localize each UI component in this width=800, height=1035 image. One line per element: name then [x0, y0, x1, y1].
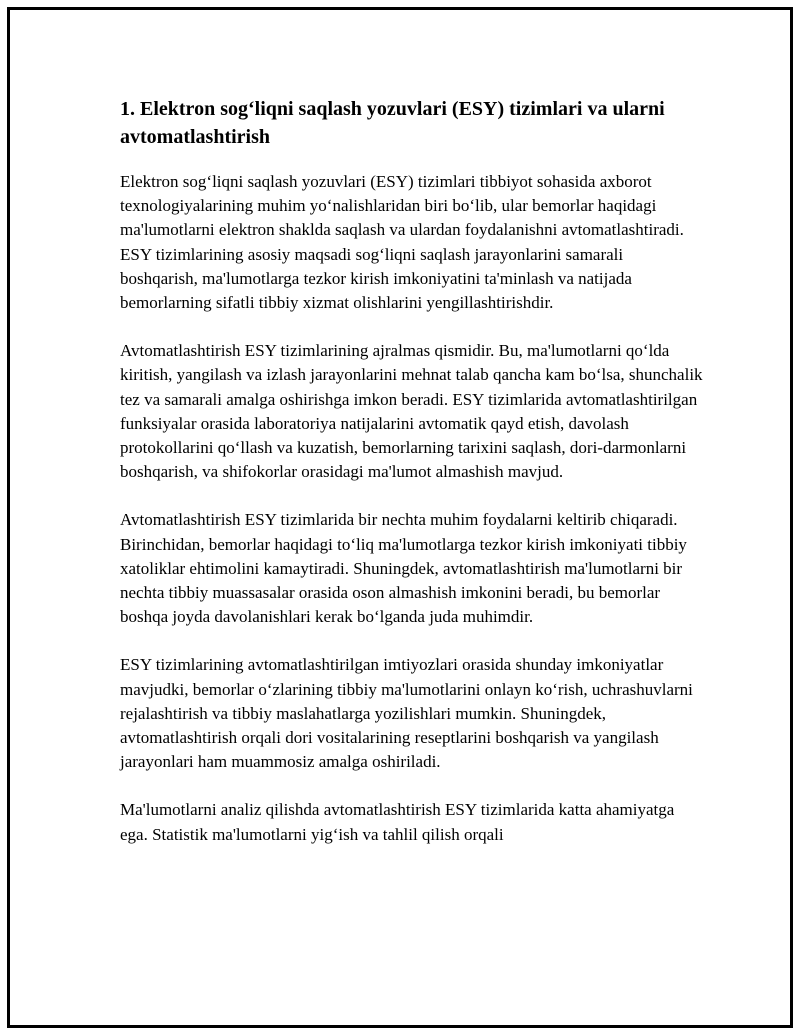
document-body	[120, 95, 705, 871]
paragraph-privileges: ESY tizimlarining avtomatlashtirilgan imtiyozlari orasida shunday imkoniyatlar mavjudki, bemorlar o‘zlarining tibbiy ma'lumotlarini onlayn ko‘rish, uchrashuvlarni rejalashtirish va tibbiy maslahatlarga yozilishlari mumkin. Shuningdek, avtomatlashtirish orqali dori vositalarining reseptlarini boshqarish va yangilash jarayonlari ham muammosiz amalga oshiriladi.	[120, 655, 693, 772]
paragraph-analysis: Ma'lumotlarni analiz qilishda avtomatlashtirish ESY tizimlarida katta ahamiyatga ega. Statistik ma'lumotlarni yig‘ish va tahlil qilish orqali	[120, 800, 675, 844]
section-heading: 1. Elektron sog‘liqni saqlash yozuvlari (ESY) tizimlari va ularni avtomatlashtirish	[120, 98, 665, 148]
page-frame	[7, 7, 793, 1028]
paragraph-automation: Avtomatlashtirish ESY tizimlarining ajralmas qismidir. Bu, ma'lumotlarni qo‘lda kiritish, yangilash va izlash jarayonlarini mehnat talab qancha kam bo‘lsa, shunchalik tez va samarali amalga oshirishga imkon beradi. ESY tizimlarida avtomatlashtirilgan funksiyalar orasida laboratoriya natijalarini avtomatik qayd etish, davolash protokollarini qo‘llash va kuzatish, bemorlarning tarixini saqlash, dori-darmonlarni boshqarish, va shifokorlar orasidagi ma'lumot almashish mavjud.	[120, 341, 703, 482]
paragraph-benefits: Avtomatlashtirish ESY tizimlarida bir nechta muhim foydalarni keltirib chiqaradi. Birinchidan, bemorlar haqidagi to‘liq ma'lumotlarga tezkor kirish imkoniyati tibbiy xatoliklar ehtimolini kamaytiradi. Shuningdek, avtomatlashtirish ma'lumotlarni bir nechta tibbiy muassasalar orasida oson almashish imkonini beradi, bu bemorlar boshqa joyda davolanishlari kerak bo‘lganda juda muhimdir.	[120, 510, 687, 627]
paragraph-intro: Elektron sog‘liqni saqlash yozuvlari (ESY) tizimlari tibbiyot sohasida axborot texnologiyalarining muhim yo‘nalishlaridan biri bo‘lib, ular bemorlar haqidagi ma'lumotlarni elektron shaklda saqlash va ulardan foydalanishni avtomatlashtiradi. ESY tizimlarining asosiy maqsadi sog‘liqni saqlash jarayonlarini samarali boshqarish, ma'lumotlarga tezkor kirish imkoniyatini ta'minlash va natijada bemorlarning sifatli tibbiy xizmat olishlarini yengillashtirishdir.	[120, 172, 684, 313]
